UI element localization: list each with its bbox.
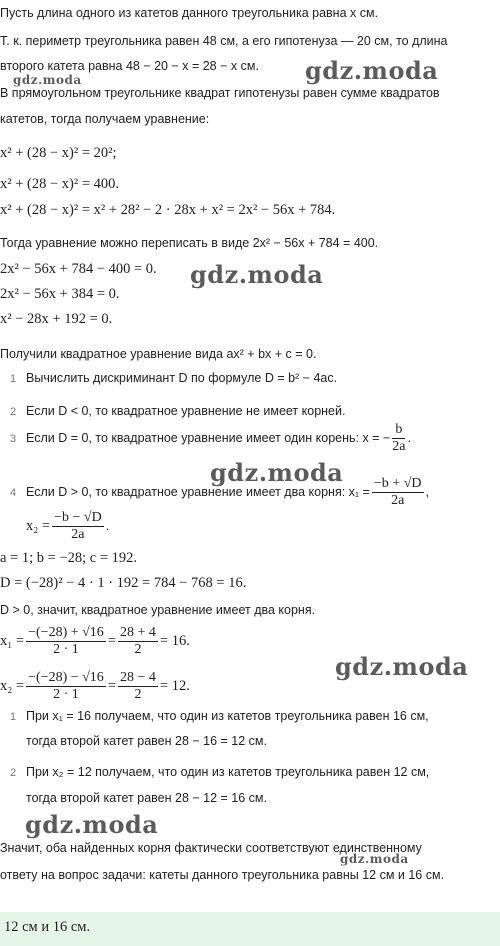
equation-line: D = (−28)² − 4 · 1 · 192 = 784 − 768 = 16. bbox=[0, 575, 247, 591]
list-text: При x₁ = 16 получаем, что один из катетов треугольника равен 16 см, bbox=[26, 709, 429, 723]
equation-part: = bbox=[107, 633, 116, 649]
list-text: Если D > 0, то квадратное уравнение имеет два корня: x₁ = bbox=[26, 485, 370, 499]
list-item bbox=[0, 369, 337, 388]
fraction bbox=[392, 422, 405, 455]
watermark-logo: gdz.moda bbox=[25, 810, 159, 839]
list-item bbox=[0, 763, 429, 782]
list-item-continuation bbox=[26, 508, 109, 544]
list-item-continuation: тогда второй катет равен 28 − 12 = 16 см. bbox=[26, 791, 267, 805]
equation-part: = bbox=[107, 678, 116, 694]
text-line: второго катета равна 48 − 20 − x = 28 − x см. bbox=[0, 59, 259, 73]
fraction-numerator: 28 + 4 bbox=[120, 625, 156, 641]
list-number: 2 bbox=[9, 406, 17, 418]
equation-part: x₂ = bbox=[26, 518, 51, 534]
list-text-end: . bbox=[407, 431, 411, 445]
fraction-denominator: 2a bbox=[71, 527, 85, 543]
list-number: 1 bbox=[9, 373, 17, 385]
watermark-logo: gdz.moda bbox=[340, 852, 409, 866]
fraction-numerator: 28 − 4 bbox=[120, 670, 156, 686]
text-line: Тогда уравнение можно переписать в виде 2x² − 56x + 784 = 400. bbox=[0, 236, 379, 250]
watermark-logo: gdz.moda bbox=[190, 260, 324, 289]
text-line: Пусть длина одного из катетов данного треугольника равна x см. bbox=[0, 6, 379, 20]
answer-text: 12 см и 16 см. bbox=[4, 919, 91, 935]
answer-box bbox=[0, 912, 500, 946]
equation-line: 2x² − 56x + 384 = 0. bbox=[0, 286, 120, 302]
equation-line: x² + (28 − x)² = 400. bbox=[0, 176, 120, 192]
equation-line: x² + (28 − x)² = x² + 28² − 2 · 28x + x² = 2x² − 56x + 784. bbox=[0, 202, 336, 218]
text-line: Т. к. периметр треугольника равен 48 см, а его гипотенуза — 20 см, то длина bbox=[0, 34, 448, 48]
list-number: 3 bbox=[9, 433, 17, 445]
equation-part: x₁ = bbox=[0, 633, 25, 649]
equation-line bbox=[0, 623, 190, 659]
list-number: 1 bbox=[9, 711, 17, 723]
equation-line: a = 1; b = −28; c = 192. bbox=[0, 550, 138, 566]
equation-line: 2x² − 56x + 784 − 400 = 0. bbox=[0, 261, 157, 277]
list-text: При x₂ = 12 получаем, что один из катетов треугольника равен 12 см, bbox=[26, 765, 430, 779]
list-item bbox=[0, 420, 411, 457]
fraction-denominator: 2 · 1 bbox=[53, 642, 79, 658]
list-item-continuation: тогда второй катет равен 28 − 16 = 12 см. bbox=[26, 734, 267, 748]
fraction-numerator: −(−28) − √16 bbox=[28, 670, 104, 686]
text-line: катетов, тогда получаем уравнение: bbox=[0, 112, 210, 126]
fraction bbox=[118, 625, 158, 658]
equation-line bbox=[0, 668, 190, 704]
fraction-numerator: b bbox=[392, 422, 405, 439]
watermark-logo: gdz.moda bbox=[210, 458, 344, 487]
list-text-end: , bbox=[425, 485, 429, 499]
watermark-logo: gdz.moda bbox=[305, 56, 439, 85]
text-line: Значит, оба найденных корня фактически соответствуют единственному bbox=[0, 841, 422, 855]
fraction-numerator: −b + √D bbox=[373, 476, 422, 492]
watermark-logo: gdz.moda bbox=[335, 652, 469, 681]
fraction bbox=[26, 670, 106, 703]
fraction-denominator: 2 bbox=[134, 642, 142, 658]
watermark-logo: gdz.moda bbox=[13, 73, 82, 87]
equation-part: x₂ = bbox=[0, 678, 25, 694]
list-text-end: . bbox=[105, 519, 110, 533]
fraction-denominator: 2 bbox=[134, 687, 142, 703]
fraction-numerator: −b − √D bbox=[54, 510, 102, 526]
list-number: 4 bbox=[9, 487, 17, 499]
list-number: 2 bbox=[9, 767, 17, 779]
fraction-denominator: 2a bbox=[391, 493, 405, 509]
equation-line: x² + (28 − x)² = 20²; bbox=[0, 145, 117, 161]
fraction bbox=[372, 476, 424, 509]
fraction bbox=[26, 625, 106, 658]
fraction bbox=[118, 670, 158, 703]
text-line: D > 0, значит, квадратное уравнение имеет два корня. bbox=[0, 603, 316, 617]
fraction-denominator: 2a bbox=[392, 439, 406, 455]
text-line: ответу на вопрос задачи: катеты данного треугольника равны 12 см и 16 см. bbox=[0, 868, 445, 882]
equation-part: = 16. bbox=[159, 633, 190, 649]
list-text: Вычислить дискриминант D по формуле D = b² − 4ac. bbox=[26, 371, 338, 385]
list-item bbox=[0, 707, 429, 726]
list-text: Если D = 0, то квадратное уравнение имеет один корень: x = − bbox=[26, 431, 391, 445]
equation-part: = 12. bbox=[159, 678, 190, 694]
fraction bbox=[52, 510, 104, 543]
list-item bbox=[0, 402, 345, 421]
fraction-numerator: −(−28) + √16 bbox=[28, 625, 104, 641]
text-line: Получили квадратное уравнение вида ax² + bx + c = 0. bbox=[0, 347, 317, 361]
fraction-denominator: 2 · 1 bbox=[53, 687, 79, 703]
equation-line: x² − 28x + 192 = 0. bbox=[0, 311, 113, 327]
list-text: Если D < 0, то квадратное уравнение не имеет корней. bbox=[26, 404, 346, 418]
text-line: В прямоугольном треугольнике квадрат гипотенузы равен сумме квадратов bbox=[0, 86, 440, 100]
